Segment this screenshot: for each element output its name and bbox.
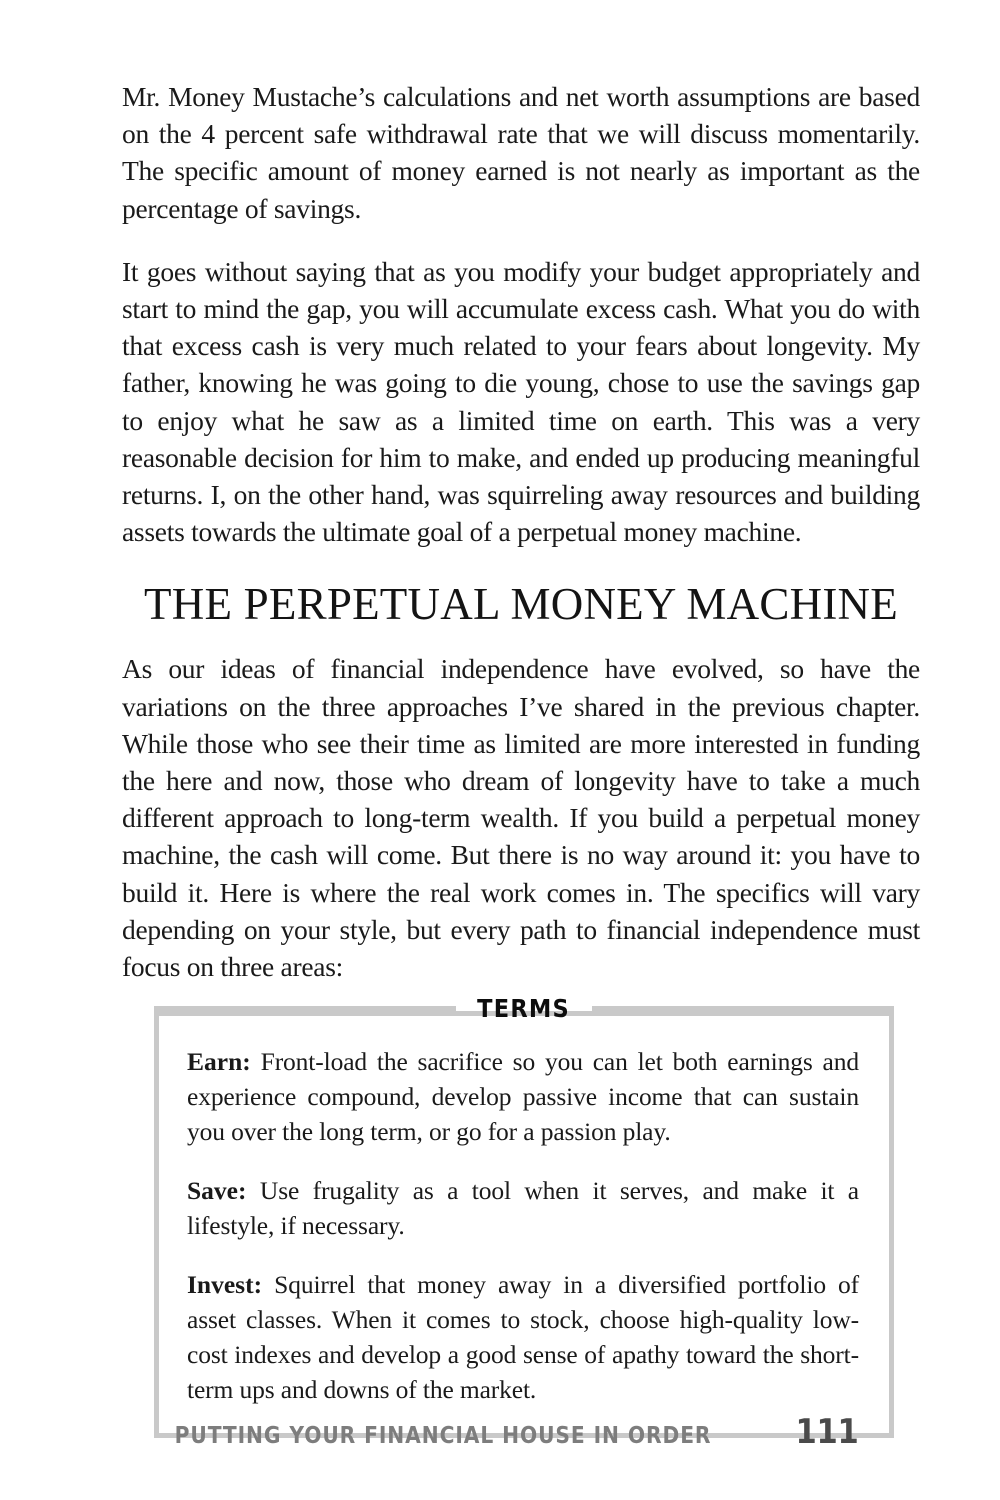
body-paragraph-2: It goes without saying that as you modify your budget appropriately and start to mind the gap, you will accumulate excess cash. What you do with that excess cash is very much related to your fears about longevity. My father, knowing he was going to die young, chose to use the savings gap to enjoy what he saw as a limited time on earth. This was a very reasonable decision for him to make, and ended up producing meaningful returns. I, on the other hand, was squirreling away resources and building assets towards the ultimate goal of a perpetual money machine. — [122, 255, 920, 548]
term-item-earn — [187, 1044, 859, 1149]
term-text-earn: Front-load the sacrifice so you can let both earnings and experience compound, develop passive income that can sustain you over the long term, or go for a passion play. — [187, 1047, 859, 1147]
term-item-save — [187, 1173, 859, 1243]
page-footer — [0, 1412, 1000, 1452]
term-label-invest: Invest: — [187, 1270, 263, 1300]
page-number: 111 — [795, 1412, 859, 1452]
term-label-save: Save: — [187, 1176, 247, 1206]
term-text-save: Use frugality as a tool when it serves, and make it a lifestyle, if necessary. — [187, 1176, 859, 1241]
terms-callout — [154, 994, 894, 1438]
section-heading: THE PERPETUAL MONEY MACHINE — [144, 579, 898, 630]
terms-box-body — [154, 1011, 894, 1438]
term-item-invest — [187, 1267, 859, 1407]
terms-title: TERMS — [477, 994, 571, 1024]
term-text-invest: Squirrel that money away in a diversified portfolio of asset classes. When it comes to stock, choose high-quality low-cost indexes and develop a good sense of apathy toward the short-term ups and downs of the market. — [187, 1270, 859, 1405]
text-column — [122, 78, 920, 1438]
term-label-earn: Earn: — [187, 1047, 251, 1077]
running-head: PUTTING YOUR FINANCIAL HOUSE IN ORDER — [174, 1423, 712, 1449]
body-paragraph-3: As our ideas of financial independence have evolved, so have the variations on the three approaches I’ve shared in the previous chapter. While those who see their time as limited are more interested in funding the here and now, those who dream of longevity have to take a much different approach to long-term wealth. If you build a perpetual money machine, the cash will come. But there is no way around it: you have to build it. Here is where the real work comes in. The specifics will vary depending on your style, but every path to financial independence must focus on three areas: — [122, 653, 920, 983]
body-paragraph-1: Mr. Money Mustache’s calculations and net worth assumptions are based on the 4 percent safe withdrawal rate that we will discuss momentarily. The specific amount of money earned is not nearly as important as the percentage of savings. — [122, 81, 920, 224]
